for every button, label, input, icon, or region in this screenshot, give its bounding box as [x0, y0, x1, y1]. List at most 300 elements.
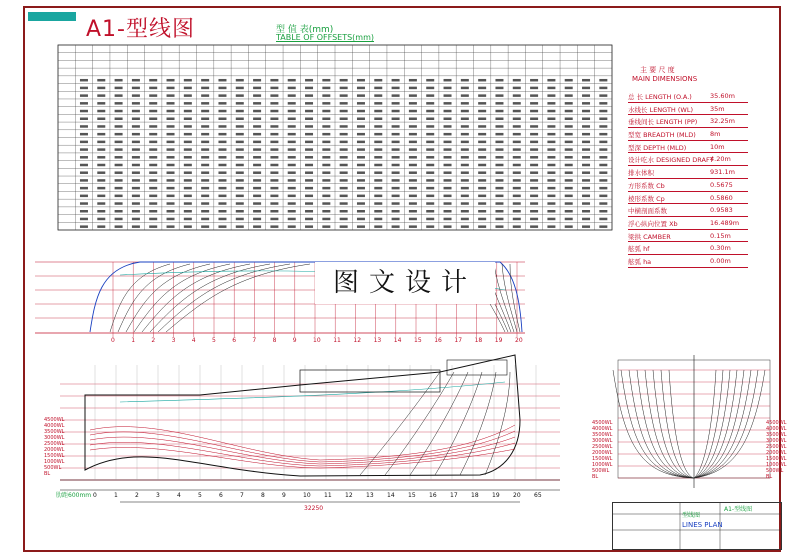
offsets-table-cell-text	[565, 210, 573, 213]
offsets-table-cell-text	[184, 87, 192, 90]
offsets-table-cell-text	[599, 218, 607, 221]
offsets-table-cell-text	[513, 202, 521, 205]
offsets-table-cell-text	[149, 148, 157, 151]
offsets-table-cell-text	[218, 133, 226, 136]
offsets-table-cell-text	[253, 225, 261, 228]
profile-section-curve	[485, 372, 510, 475]
half-breadth-station-label: 12	[353, 337, 362, 344]
offsets-table-cell-text	[599, 156, 607, 159]
offsets-table-cell-text	[374, 133, 382, 136]
offsets-table-cell-text	[305, 102, 313, 105]
offsets-table-cell-text	[218, 87, 226, 90]
body-plan-waterline-label-left: 3500WL	[592, 432, 613, 438]
offsets-table-cell-text	[513, 87, 521, 90]
offsets-table-cell-text	[444, 133, 452, 136]
offsets-table-cell-text	[97, 156, 105, 159]
offsets-table-cell-text	[167, 210, 175, 213]
offsets-table-cell-text	[426, 110, 434, 113]
offsets-table-cell-text	[97, 118, 105, 121]
offsets-table-cell-text	[322, 171, 330, 174]
offsets-table-cell-text	[149, 94, 157, 97]
offsets-table-cell-text	[305, 156, 313, 159]
offsets-table-cell-text	[132, 156, 140, 159]
offsets-table-cell-text	[374, 148, 382, 151]
offsets-table-cell-text	[478, 79, 486, 82]
main-dimension-label: 浮心纵向位置 Xb	[628, 219, 678, 228]
offsets-table-cell-text	[426, 125, 434, 128]
offsets-table-cell-text	[513, 148, 521, 151]
offsets-table-cell-text	[565, 156, 573, 159]
offsets-table-cell-text	[582, 156, 590, 159]
profile-waterline-label: BL	[44, 471, 51, 477]
offsets-table-cell-text	[530, 102, 538, 105]
profile-buttock-curve	[90, 425, 515, 460]
offsets-table-cell-text	[253, 141, 261, 144]
offsets-table-cell-text	[409, 179, 417, 182]
offsets-table-cell-text	[97, 218, 105, 221]
offsets-table-cell-text	[97, 94, 105, 97]
offsets-table-cell-text	[236, 133, 244, 136]
offsets-table-cell-text	[495, 118, 503, 121]
offsets-table-cell-text	[444, 148, 452, 151]
offsets-table-cell-text	[374, 225, 382, 228]
offsets-table-cell-text	[461, 164, 469, 167]
offsets-table-cell-text	[409, 110, 417, 113]
offsets-table-cell-text	[461, 94, 469, 97]
offsets-table-cell-text	[149, 125, 157, 128]
offsets-table-cell-text	[340, 202, 348, 205]
half-breadth-station-label: 7	[252, 337, 257, 344]
offsets-table-cell-text	[236, 171, 244, 174]
offsets-table-cell-text	[444, 202, 452, 205]
main-dimension-row	[628, 128, 748, 141]
offsets-table-cell-text	[461, 87, 469, 90]
offsets-table-cell-text	[530, 225, 538, 228]
offsets-table-cell-text	[513, 110, 521, 113]
offsets-table-cell-text	[426, 94, 434, 97]
offsets-table-cell-text	[461, 171, 469, 174]
offsets-table-cell-text	[374, 87, 382, 90]
body-plan-aft-section	[661, 370, 694, 478]
offsets-table-cell-text	[149, 87, 157, 90]
offsets-table-cell-text	[374, 195, 382, 198]
offsets-table-cell-text	[478, 218, 486, 221]
offsets-table-cell-text	[322, 179, 330, 182]
offsets-table-cell-text	[409, 195, 417, 198]
offsets-table-cell-text	[270, 202, 278, 205]
offsets-table-cell-text	[132, 218, 140, 221]
offsets-table-cell-text	[218, 102, 226, 105]
offsets-table-cell-text	[565, 164, 573, 167]
body-plan-waterline-label-left: 1000WL	[592, 462, 613, 468]
main-dimension-label: 舷弧 ha	[628, 257, 652, 266]
offsets-table-cell-text	[513, 210, 521, 213]
offsets-table-cell-text	[461, 225, 469, 228]
offsets-table-cell-text	[305, 202, 313, 205]
offsets-table-cell-text	[288, 202, 296, 205]
offsets-table-cell-text	[530, 210, 538, 213]
offsets-table-cell-text	[357, 164, 365, 167]
offsets-table-cell-text	[582, 102, 590, 105]
offsets-table-cell-text	[547, 118, 555, 121]
main-dimension-value: 8m	[710, 130, 721, 139]
offsets-table-cell-text	[270, 179, 278, 182]
half-breadth-station-label: 15	[414, 337, 422, 344]
offsets-table-cell-text	[495, 133, 503, 136]
offsets-table-cell-text	[357, 79, 365, 82]
offsets-table-cell-text	[253, 110, 261, 113]
offsets-table-cell-text	[270, 110, 278, 113]
body-plan-fore-section	[694, 370, 737, 478]
offsets-table-cell-text	[167, 218, 175, 221]
offsets-table-cell-text	[357, 141, 365, 144]
main-dimension-value: 0.5860	[710, 193, 733, 202]
offsets-table-cell-text	[461, 110, 469, 113]
main-dimension-label: 舷弧 hf	[628, 245, 650, 254]
offsets-table-cell-text	[513, 218, 521, 221]
offsets-table-cell-text	[495, 225, 503, 228]
offsets-table-cell-text	[270, 156, 278, 159]
offsets-table-cell-text	[97, 125, 105, 128]
offsets-table-cell-text	[236, 118, 244, 121]
main-dimension-label: 水线长 LENGTH (WL)	[628, 105, 694, 114]
offsets-table-cell-text	[392, 171, 400, 174]
offsets-table-cell-text	[547, 156, 555, 159]
offsets-table-cell-text	[478, 210, 486, 213]
body-plan-fore-section	[694, 370, 765, 478]
half-breadth-station-label: 9	[292, 337, 297, 344]
offsets-table-cell-text	[167, 202, 175, 205]
offsets-table-cell-text	[149, 79, 157, 82]
offsets-table-cell-text	[582, 202, 590, 205]
offsets-table-title-en: TABLE OF OFFSETS(mm)	[276, 33, 375, 42]
offsets-table-cell-text	[357, 218, 365, 221]
offsets-table-cell-text	[97, 210, 105, 213]
offsets-table-cell-text	[80, 225, 88, 228]
offsets-table-cell-text	[270, 195, 278, 198]
half-breadth-station-label: 4	[191, 337, 196, 344]
offsets-table-cell-text	[340, 102, 348, 105]
main-dimension-value: 35.60m	[710, 92, 735, 100]
offsets-table-cell-text	[409, 156, 417, 159]
profile-station-label: 10	[303, 492, 311, 499]
offsets-table-cell-text	[167, 125, 175, 128]
offsets-table-cell-text	[357, 87, 365, 90]
offsets-table-cell-text	[132, 94, 140, 97]
half-breadth-station-label: 5	[212, 337, 216, 344]
title-block-code: A1-型线图	[724, 506, 753, 513]
offsets-table-cell-text	[288, 102, 296, 105]
body-plan-aft-section	[645, 370, 694, 478]
offsets-table-cell-text	[392, 94, 400, 97]
offsets-table-cell-text	[426, 210, 434, 213]
offsets-table-cell-text	[167, 133, 175, 136]
offsets-table-cell-text	[392, 225, 400, 228]
offsets-table-cell-text	[582, 110, 590, 113]
half-breadth-waterline-curve	[158, 264, 290, 332]
offsets-table-cell-text	[167, 179, 175, 182]
offsets-table-cell-text	[201, 79, 209, 82]
offsets-table-cell-text	[305, 164, 313, 167]
offsets-table-cell-text	[132, 187, 140, 190]
offsets-table-cell-text	[444, 179, 452, 182]
offsets-table-cell-text	[495, 125, 503, 128]
body-plan-fore-section	[694, 370, 730, 478]
offsets-table-cell-text	[599, 187, 607, 190]
offsets-table-cell-text	[565, 79, 573, 82]
offsets-table-cell-text	[478, 118, 486, 121]
offsets-table-cell-text	[322, 156, 330, 159]
offsets-table-cell-text	[115, 195, 123, 198]
profile-station-label: 65	[534, 492, 542, 499]
offsets-table-cell-text	[582, 187, 590, 190]
profile-waterline-label: 4000WL	[44, 423, 65, 429]
offsets-table-cell-text	[218, 110, 226, 113]
offsets-table-cell-text	[253, 210, 261, 213]
offsets-table-cell-text	[426, 171, 434, 174]
half-breadth-station-label: 17	[454, 337, 463, 344]
profile-station-label: 14	[387, 492, 395, 499]
half-breadth-station-label: 10	[313, 337, 321, 344]
offsets-table-cell-text	[253, 118, 261, 121]
offsets-table-cell-text	[305, 110, 313, 113]
offsets-table-cell-text	[167, 148, 175, 151]
offsets-table-cell-text	[97, 79, 105, 82]
offsets-table-cell-text	[582, 87, 590, 90]
main-dimension-value: 10m	[710, 142, 725, 151]
offsets-table-cell-text	[409, 148, 417, 151]
main-dimension-value: 931.1m	[710, 168, 735, 177]
body-plan-waterline-label-right: 1000WL	[766, 462, 787, 468]
offsets-table-cell-text	[201, 141, 209, 144]
offsets-table-cell-text	[426, 102, 434, 105]
main-dimension-row	[628, 255, 748, 268]
main-dimension-row	[628, 217, 748, 230]
offsets-table-cell-text	[582, 148, 590, 151]
offsets-table-cell-text	[392, 164, 400, 167]
body-plan-aft-section	[629, 370, 694, 478]
offsets-table-cell-text	[495, 79, 503, 82]
offsets-table-cell-text	[80, 179, 88, 182]
offsets-table-cell-text	[184, 125, 192, 128]
profile-section-curve	[460, 372, 496, 475]
offsets-table-cell-text	[495, 164, 503, 167]
offsets-table-cell-text	[374, 125, 382, 128]
profile-waterline-label: 1000WL	[44, 459, 65, 465]
offsets-table-cell-text	[184, 202, 192, 205]
offsets-table-cell-text	[374, 202, 382, 205]
offsets-table-cell-text	[322, 225, 330, 228]
offsets-table-cell-text	[288, 141, 296, 144]
offsets-table-cell-text	[201, 133, 209, 136]
offsets-table-cell-text	[132, 125, 140, 128]
offsets-table-cell-text	[253, 156, 261, 159]
offsets-table-cell-text	[340, 125, 348, 128]
offsets-table-cell-text	[305, 141, 313, 144]
body-plan-waterline-label-right: 3500WL	[766, 432, 787, 438]
offsets-table-cell-text	[599, 133, 607, 136]
offsets-table-cell-text	[513, 164, 521, 167]
offsets-table-cell-text	[392, 148, 400, 151]
offsets-table-cell-text	[340, 141, 348, 144]
offsets-table-cell-text	[167, 110, 175, 113]
offsets-table-cell-text	[236, 102, 244, 105]
offsets-table-cell-text	[357, 179, 365, 182]
offsets-table-cell-text	[253, 94, 261, 97]
offsets-table-cell-text	[184, 102, 192, 105]
offsets-table-cell-text	[547, 110, 555, 113]
offsets-table-cell-text	[201, 87, 209, 90]
offsets-table-cell-text	[270, 187, 278, 190]
offsets-table-cell-text	[149, 179, 157, 182]
offsets-table-cell-text	[270, 118, 278, 121]
offsets-table-cell-text	[357, 225, 365, 228]
offsets-table-cell-text	[444, 125, 452, 128]
offsets-table-cell-text	[305, 195, 313, 198]
offsets-table-cell-text	[167, 141, 175, 144]
offsets-table-cell-text	[357, 195, 365, 198]
offsets-table-cell-text	[236, 164, 244, 167]
offsets-table-cell-text	[495, 141, 503, 144]
offsets-table-cell-text	[565, 202, 573, 205]
offsets-table-cell-text	[392, 202, 400, 205]
half-breadth-station-label: 14	[393, 337, 402, 344]
offsets-table-cell-text	[444, 141, 452, 144]
offsets-table-cell-text	[322, 187, 330, 190]
offsets-table-cell-text	[253, 102, 261, 105]
offsets-table-cell-text	[201, 102, 209, 105]
offsets-table-cell-text	[201, 156, 209, 159]
offsets-table-cell-text	[184, 195, 192, 198]
body-plan-waterline-label-left: 500WL	[592, 468, 610, 474]
profile-waterline-label: 500WL	[44, 465, 62, 471]
profile-station-label: 17	[450, 492, 458, 499]
offsets-table-cell-text	[599, 164, 607, 167]
offsets-table-cell-text	[565, 110, 573, 113]
offsets-table-cell-text	[582, 210, 590, 213]
offsets-table-cell-text	[201, 171, 209, 174]
offsets-table-cell-text	[322, 133, 330, 136]
offsets-table-cell-text	[236, 195, 244, 198]
offsets-table-cell-text	[80, 87, 88, 90]
title-block-name-cn: 型线图	[682, 512, 701, 519]
offsets-table-cell-text	[340, 164, 348, 167]
offsets-table-cell-text	[132, 110, 140, 113]
offsets-table-cell-text	[270, 133, 278, 136]
main-dimension-label: 中横剖面系数	[628, 207, 667, 216]
offsets-table-cell-text	[357, 187, 365, 190]
offsets-table-cell-text	[115, 87, 123, 90]
offsets-table-cell-text	[461, 195, 469, 198]
main-dimension-row	[628, 166, 748, 179]
offsets-table-cell-text	[392, 195, 400, 198]
offsets-table-cell-text	[444, 171, 452, 174]
body-plan-fore-section	[694, 370, 716, 478]
offsets-table-cell-text	[392, 118, 400, 121]
offsets-table-cell-text	[495, 187, 503, 190]
profile-waterline-label: 2500WL	[44, 441, 65, 447]
offsets-table-cell-text	[409, 218, 417, 221]
offsets-table-cell-text	[530, 87, 538, 90]
offsets-table-cell-text	[582, 125, 590, 128]
offsets-table-cell-text	[115, 141, 123, 144]
offsets-table-cell-text	[236, 79, 244, 82]
offsets-table-cell-text	[305, 179, 313, 182]
offsets-table-cell-text	[565, 125, 573, 128]
offsets-table-cell-text	[80, 210, 88, 213]
offsets-table-cell-text	[426, 225, 434, 228]
offsets-table-cell-text	[184, 171, 192, 174]
offsets-table-cell-text	[565, 195, 573, 198]
offsets-table-cell-text	[392, 110, 400, 113]
half-breadth-station-label: 0	[111, 337, 115, 344]
offsets-table-cell-text	[340, 225, 348, 228]
offsets-table-cell-text	[167, 87, 175, 90]
offsets-table-cell-text	[478, 179, 486, 182]
hull-profile	[85, 355, 520, 476]
offsets-table-cell-text	[80, 110, 88, 113]
offsets-table-cell-text	[444, 110, 452, 113]
offsets-table-cell-text	[322, 164, 330, 167]
offsets-table-cell-text	[599, 79, 607, 82]
offsets-table-cell-text	[340, 118, 348, 121]
offsets-table-cell-text	[305, 148, 313, 151]
offsets-table-cell-text	[426, 164, 434, 167]
offsets-table-cell-text	[357, 110, 365, 113]
offsets-table-cell-text	[478, 187, 486, 190]
offsets-table-cell-text	[374, 156, 382, 159]
offsets-table-cell-text	[426, 156, 434, 159]
offsets-table-cell-text	[115, 118, 123, 121]
offsets-table-cell-text	[218, 94, 226, 97]
offsets-table-cell-text	[513, 102, 521, 105]
offsets-table-cell-text	[253, 79, 261, 82]
offsets-table-cell-text	[409, 118, 417, 121]
offsets-table-cell-text	[322, 102, 330, 105]
profile-station-label: 11	[324, 492, 332, 499]
offsets-table-cell-text	[444, 156, 452, 159]
offsets-table-cell-text	[392, 141, 400, 144]
offsets-table-cell-text	[340, 179, 348, 182]
offsets-table-cell-text	[392, 87, 400, 90]
offsets-table-cell-text	[80, 141, 88, 144]
offsets-table-cell-text	[167, 118, 175, 121]
offsets-table-cell-text	[270, 87, 278, 90]
offsets-table-cell-text	[201, 225, 209, 228]
offsets-table-cell-text	[80, 125, 88, 128]
offsets-table-cell-text	[201, 202, 209, 205]
offsets-table-cell-text	[409, 102, 417, 105]
offsets-table-cell-text	[599, 179, 607, 182]
offsets-table-cell-text	[565, 102, 573, 105]
offsets-table-cell-text	[218, 202, 226, 205]
offsets-table-cell-text	[599, 94, 607, 97]
offsets-table-cell-text	[409, 125, 417, 128]
offsets-table-cell-text	[236, 202, 244, 205]
offsets-table-cell-text	[513, 225, 521, 228]
offsets-table-cell-text	[461, 141, 469, 144]
offsets-table-cell-text	[288, 164, 296, 167]
offsets-table-cell-text	[167, 225, 175, 228]
offsets-table-cell-text	[132, 133, 140, 136]
body-plan-fore-section	[694, 370, 744, 478]
offsets-table-cell-text	[184, 94, 192, 97]
offsets-table-cell-text	[115, 110, 123, 113]
offsets-table-cell-text	[444, 187, 452, 190]
offsets-table-cell-text	[357, 94, 365, 97]
offsets-table-cell-text	[253, 202, 261, 205]
offsets-table-cell-text	[565, 148, 573, 151]
